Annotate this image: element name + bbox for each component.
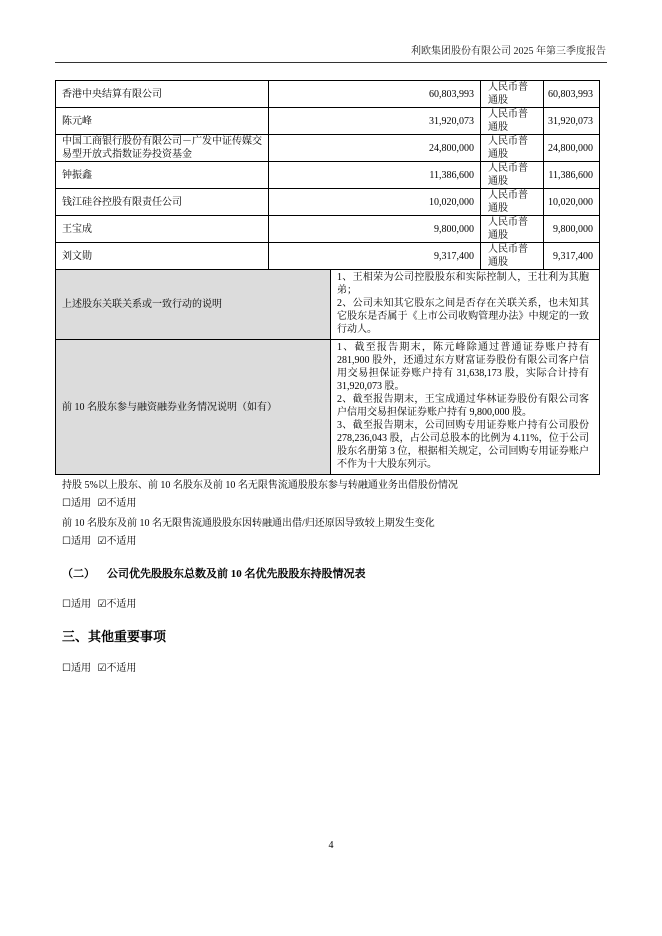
description-item: 2、截至报告期末，王宝成通过华林证券股份有限公司客户信用交易担保证券账户持有 9,800,000 股。 — [337, 394, 589, 418]
report-header-title: 利欧集团股份有限公司 2025 年第三季度报告 — [411, 46, 606, 57]
share-type-cell: 人民币普通股 — [481, 243, 544, 270]
option-not-applicable — [97, 536, 136, 547]
share-quantity-cell: 24,800,000 — [544, 135, 600, 162]
checkbox-checked-icon: ☑ — [97, 663, 107, 674]
shares-held-cell: 9,800,000 — [269, 216, 481, 243]
margin-trading-description — [331, 340, 600, 475]
applicability-options — [55, 533, 607, 551]
table-row — [56, 108, 600, 135]
share-quantity-cell: 9,800,000 — [544, 216, 600, 243]
share-quantity-cell: 60,803,993 — [544, 81, 600, 108]
table-row — [56, 243, 600, 270]
share-type-cell: 人民币普通股 — [481, 135, 544, 162]
shares-held-cell: 24,800,000 — [269, 135, 481, 162]
preferred-shareholders-heading — [55, 565, 607, 583]
shares-held-cell: 11,386,600 — [269, 162, 481, 189]
related-parties-row — [56, 270, 600, 340]
description-item: 1、截至报告期末，陈元峰除通过普通证券账户持有 281,900 股外，还通过东方财富证券股份有限公司客户信用交易担保证券账户持有 31,638,173 股，实际合计持有 31,920,073 股。 — [337, 342, 589, 392]
description-item: 3、截至报告期末，公司回购专用证券账户持有公司股份 278,236,043 股，占公司总股本的比例为 4.11%，位于公司股东名册第 3 位，根据相关规定，公司回购专用证券账户不作为十大股东列示。 — [337, 420, 589, 470]
checkbox-empty-icon: ☐ — [62, 498, 71, 509]
checkbox-empty-icon: ☐ — [62, 663, 71, 674]
applicability-options — [55, 660, 607, 678]
related-parties-label: 上述股东关联关系或一致行动的说明 — [56, 270, 331, 340]
share-type-cell: 人民币普通股 — [481, 162, 544, 189]
shareholder-name-cell: 刘文勋 — [56, 243, 269, 270]
option-label: 适用 — [70, 599, 91, 610]
margin-trading-row — [56, 340, 600, 475]
table-row — [56, 135, 600, 162]
section-title: 公司优先股股东总数及前 10 名优先股股东持股情况表 — [107, 568, 366, 580]
checkbox-empty-icon: ☐ — [62, 536, 71, 547]
shares-held-cell: 10,020,000 — [269, 189, 481, 216]
option-label: 不适用 — [106, 599, 137, 610]
lending-change-note: 前 10 名股东及前 10 名无限售流通股股东因转融通出借/归还原因导致较上期发生变化 — [62, 518, 435, 529]
share-quantity-cell: 11,386,600 — [544, 162, 600, 189]
top-shareholders-table — [55, 80, 600, 475]
shares-held-cell: 31,920,073 — [269, 108, 481, 135]
checkbox-empty-icon: ☐ — [62, 599, 71, 610]
option-label: 适用 — [70, 498, 91, 509]
checkbox-checked-icon: ☑ — [97, 599, 107, 610]
applicability-options — [55, 495, 607, 513]
option-not-applicable — [97, 498, 136, 509]
shares-held-cell: 9,317,400 — [269, 243, 481, 270]
shareholder-name-cell: 陈元峰 — [56, 108, 269, 135]
share-type-cell: 人民币普通股 — [481, 81, 544, 108]
shareholder-name-cell: 钟振鑫 — [56, 162, 269, 189]
option-label: 不适用 — [106, 536, 137, 547]
table-row — [56, 162, 600, 189]
description-item: 1、王相荣为公司控股股东和实际控制人，王壮利为其胞弟； — [337, 272, 589, 296]
securities-lending-note: 持股 5%以上股东、前 10 名股东及前 10 名无限售流通股股东参与转融通业务出借股份情况 — [62, 480, 458, 491]
share-quantity-cell: 9,317,400 — [544, 243, 600, 270]
page-content — [55, 80, 607, 678]
shareholder-name-cell: 王宝成 — [56, 216, 269, 243]
section-number: （二） — [62, 568, 95, 580]
related-parties-description — [331, 270, 600, 340]
option-applicable — [62, 599, 91, 610]
other-matters-heading: 三、其他重要事项 — [62, 629, 167, 644]
share-type-cell: 人民币普通股 — [481, 189, 544, 216]
table-row — [56, 216, 600, 243]
option-applicable — [62, 498, 91, 509]
share-type-cell: 人民币普通股 — [481, 216, 544, 243]
option-applicable — [62, 663, 91, 674]
share-quantity-cell: 10,020,000 — [544, 189, 600, 216]
shareholder-name-cell: 香港中央结算有限公司 — [56, 81, 269, 108]
shareholder-name-cell: 中国工商银行股份有限公司－广发中证传媒交易型开放式指数证券投资基金 — [56, 135, 269, 162]
header-divider — [55, 62, 607, 63]
margin-trading-label: 前 10 名股东参与融资融券业务情况说明（如有） — [56, 340, 331, 475]
share-quantity-cell: 31,920,073 — [544, 108, 600, 135]
checkbox-checked-icon: ☑ — [97, 536, 107, 547]
table-row — [56, 81, 600, 108]
share-type-cell: 人民币普通股 — [481, 108, 544, 135]
option-not-applicable — [97, 599, 136, 610]
applicability-options — [55, 596, 607, 614]
table-row — [56, 189, 600, 216]
description-item: 2、公司未知其它股东之间是否存在关联关系，也未知其它股东是否属于《上市公司收购管理办法》中规定的一致行动人。 — [337, 298, 589, 335]
option-label: 不适用 — [106, 663, 137, 674]
checkbox-checked-icon: ☑ — [97, 498, 107, 509]
option-label: 适用 — [70, 536, 91, 547]
shareholder-name-cell: 钱江硅谷控股有限责任公司 — [56, 189, 269, 216]
shares-held-cell: 60,803,993 — [269, 81, 481, 108]
option-label: 不适用 — [106, 498, 137, 509]
option-not-applicable — [97, 663, 136, 674]
option-label: 适用 — [70, 663, 91, 674]
option-applicable — [62, 536, 91, 547]
page-number: 4 — [328, 840, 334, 851]
